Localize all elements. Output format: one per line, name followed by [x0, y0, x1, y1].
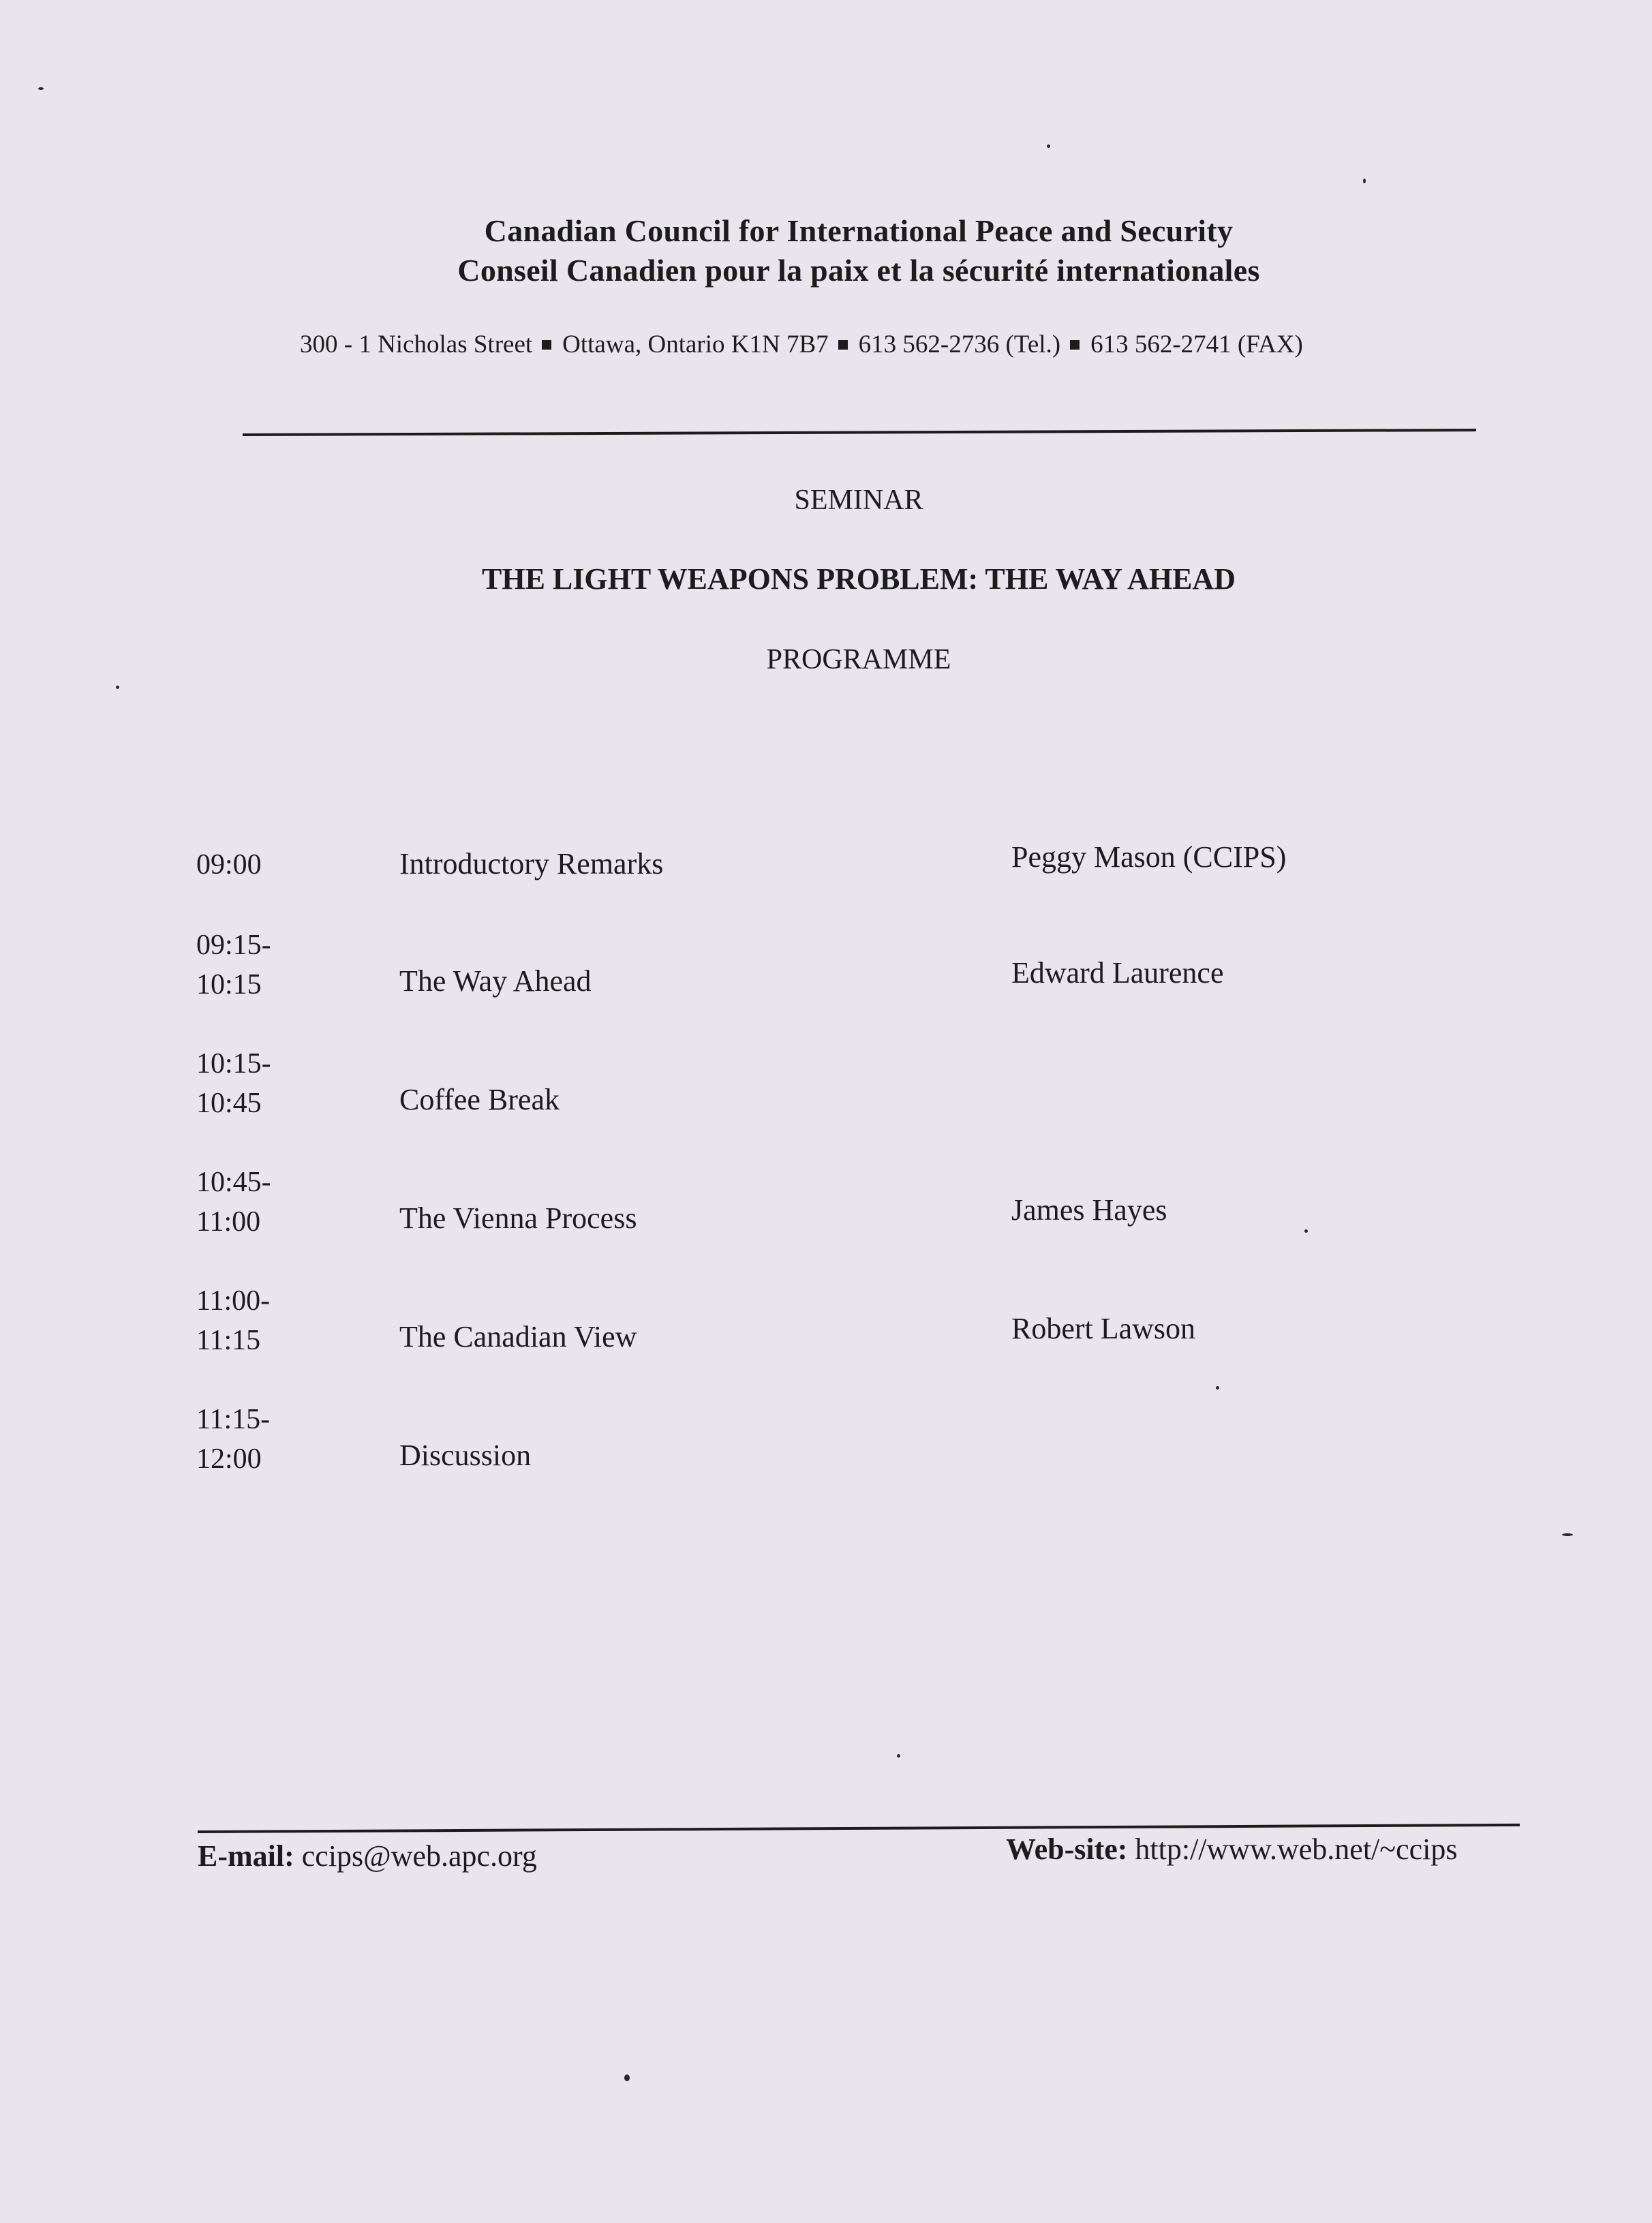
- organization-name-english: Canadian Council for International Peace and Security: [484, 213, 1234, 248]
- session-speaker: James Hayes: [1011, 1193, 1167, 1227]
- footer-email: [198, 1839, 537, 1873]
- session-time-end: 11:00: [196, 1206, 261, 1238]
- session-time: [196, 925, 360, 1005]
- address-line: [300, 330, 1303, 359]
- seminar-label: SEMINAR: [794, 485, 923, 516]
- scan-speck: [38, 87, 44, 90]
- session-topic: Introductory Remarks: [399, 847, 664, 880]
- session-time: [196, 845, 360, 885]
- scan-speck: [116, 686, 119, 689]
- session-time-start: 10:15-: [196, 1048, 271, 1079]
- session-speaker: Peggy Mason (CCIPS): [1011, 840, 1287, 874]
- telephone-number: 613 562-2736 (Tel.): [858, 331, 1061, 358]
- session-time-start: 09:15-: [196, 930, 271, 961]
- organization-name-french: Conseil Canadien pour la paix et la sécurité internationales: [457, 253, 1260, 288]
- scan-speck: [1047, 144, 1050, 148]
- square-bullet-icon: [542, 340, 551, 350]
- session-topic: The Vienna Process: [399, 1201, 637, 1235]
- programme-label: PROGRAMME: [766, 644, 951, 675]
- session-time-end: 11:15: [196, 1325, 261, 1356]
- session-topic: The Canadian View: [399, 1320, 637, 1353]
- scan-speck: [624, 2074, 630, 2081]
- session-topic: Discussion: [399, 1439, 532, 1472]
- session-time: [196, 1400, 360, 1479]
- session-time: [196, 1044, 360, 1123]
- city-postal: Ottawa, Ontario K1N 7B7: [562, 331, 829, 358]
- session-time-end: 10:45: [196, 1088, 262, 1119]
- session-time-start: 09:00: [196, 849, 262, 880]
- square-bullet-icon: [838, 340, 848, 350]
- session-time-end: 12:00: [196, 1443, 262, 1475]
- session-topic: The Way Ahead: [399, 964, 592, 998]
- session-speaker: Edward Laurence: [1011, 956, 1224, 990]
- header-divider: [243, 429, 1476, 436]
- session-time: [196, 1281, 360, 1360]
- scan-speck: [897, 1754, 900, 1758]
- footer-website: [1006, 1832, 1458, 1867]
- session-topic: Coffee Break: [399, 1083, 560, 1116]
- seminar-title: THE LIGHT WEAPONS PROBLEM: THE WAY AHEAD: [482, 562, 1236, 596]
- street-address: 300 - 1 Nicholas Street: [300, 331, 533, 358]
- session-speaker: Robert Lawson: [1011, 1312, 1196, 1345]
- session-time-start: 11:00-: [196, 1285, 271, 1317]
- scan-speck: [1216, 1386, 1219, 1390]
- session-time: [196, 1163, 360, 1242]
- email-address[interactable]: ccips@web.apc.org: [301, 1839, 537, 1873]
- fax-number: 613 562-2741 (FAX): [1090, 331, 1303, 358]
- scan-speck: [1562, 1533, 1573, 1536]
- scan-speck: [1363, 179, 1366, 183]
- session-time-end: 10:15: [196, 969, 262, 1000]
- scan-speck: [1304, 1229, 1308, 1233]
- email-label: E-mail:: [198, 1839, 294, 1873]
- square-bullet-icon: [1070, 340, 1080, 350]
- website-label: Web-site:: [1006, 1833, 1128, 1866]
- session-time-start: 10:45-: [196, 1167, 271, 1198]
- session-time-start: 11:15-: [196, 1404, 271, 1435]
- website-url[interactable]: http://www.web.net/~ccips: [1135, 1833, 1458, 1866]
